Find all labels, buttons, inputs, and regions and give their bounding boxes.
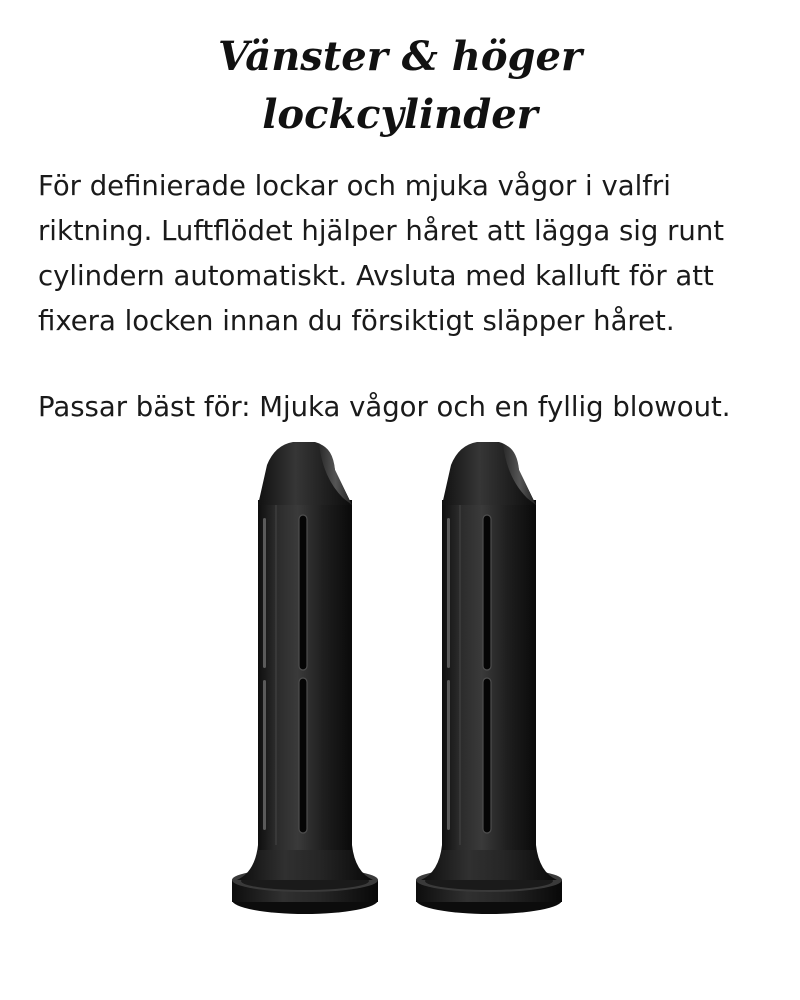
description-line-1: För definierade lockar och mjuka vågor i valfri <box>38 170 671 202</box>
description-line-3: cylindern automatiskt. Avsluta med kalluft för att <box>38 260 714 292</box>
best-for-text: Passar bäst för: Mjuka vågor och en fyllig blowout. <box>38 391 731 423</box>
page-title <box>0 28 800 144</box>
description-paragraph <box>38 164 778 344</box>
title-line-1: Vänster & höger <box>217 33 583 80</box>
left-barrel <box>232 442 378 914</box>
right-barrel <box>416 442 562 914</box>
description-line-2: riktning. Luftflödet hjälper håret att lägga sig runt <box>38 215 725 247</box>
description-line-4: fixera locken innan du försiktigt släpper håret. <box>38 305 675 337</box>
title-line-2: lockcylinder <box>262 91 538 138</box>
product-image <box>0 430 800 1000</box>
